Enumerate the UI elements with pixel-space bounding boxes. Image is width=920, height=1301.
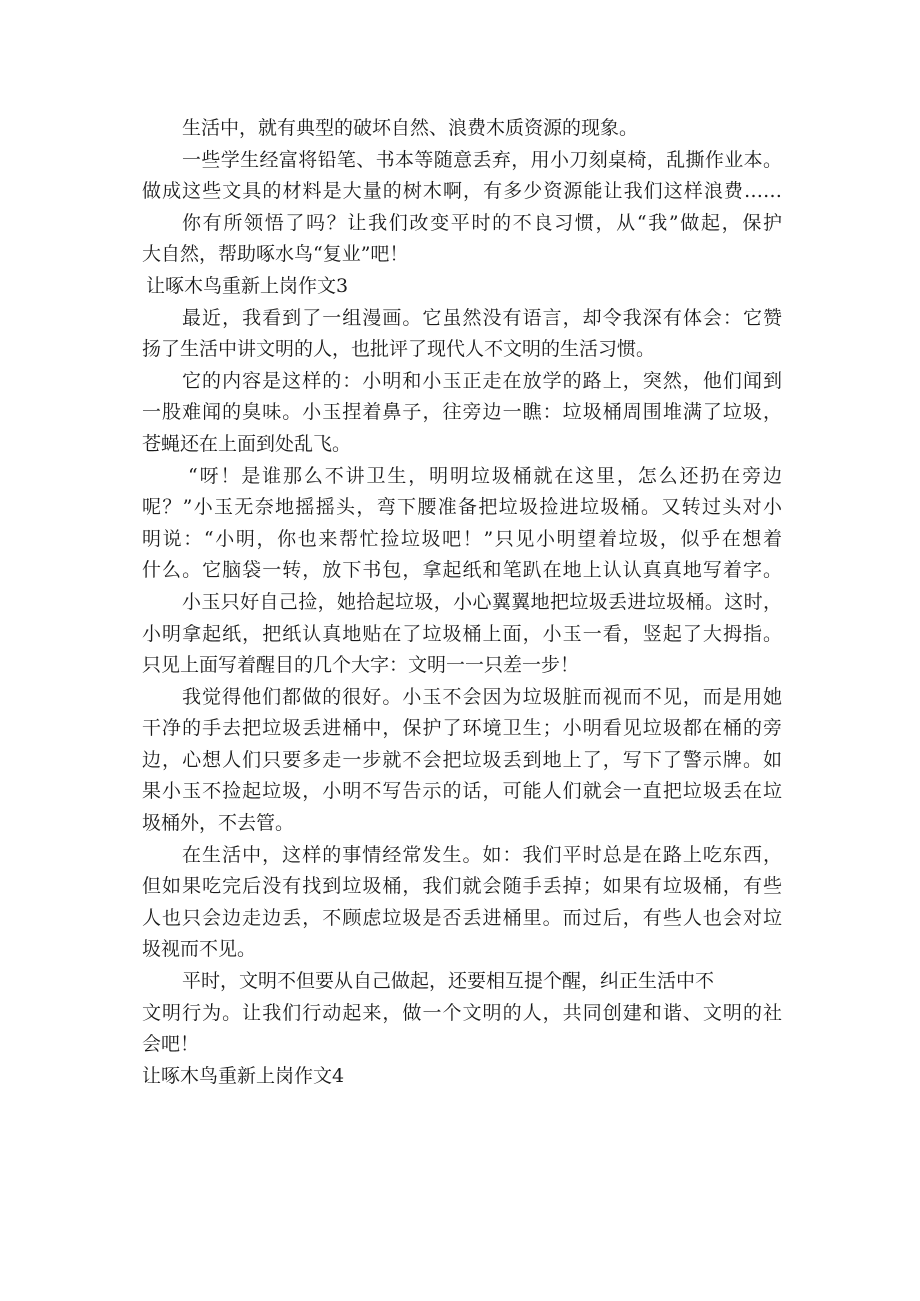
text-line: 只见上面写着醒目的几个大字：文明一一只差一步！ — [142, 654, 580, 677]
text-line: 平时，文明不但要从自己做起，还要相互提个醒，纠正生活中不 — [182, 970, 715, 993]
text-line: 苍蝇还在上面到处乱飞。 — [142, 432, 352, 455]
text-line: “呀！是谁那么不讲卫生，明明垃圾桶就在这里，怎么还扔在旁边 — [188, 464, 782, 487]
text-line: 你有所领悟了吗？让我们改变平时的不良习惯，从“我”做起，保护 — [182, 211, 782, 234]
text-line: 我觉得他们都做的很好。小玉不会因为垃圾脏而视而不见，而是用她 — [182, 685, 782, 708]
text-line: 明说：“小明，你也来帮忙捡垃圾吧！”只见小明望着垃圾，似乎在想着 — [142, 527, 782, 550]
text-line: 圾视而不见。 — [142, 938, 257, 961]
document-page — [142, 113, 782, 1092]
section-heading: 让啄木鸟重新上岗作文3 — [146, 274, 349, 297]
text-line: 什么。它脑袋一转，放下书包，拿起纸和笔趴在地上认认真真地写着字。 — [142, 559, 782, 582]
text-line: 一些学生经富将铅笔、书本等随意丢弃，用小刀刻桌椅，乱撕作业本。 — [182, 148, 782, 171]
text-line: 果小玉不捡起垃圾，小明不写告示的话，可能人们就会一直把垃圾丢在垃 — [142, 780, 782, 803]
section-heading: 让啄木鸟重新上岗作文4 — [142, 1064, 345, 1087]
text-line: 做成这些文具的材料是大量的树木啊，有多少资源能让我们这样浪费…… — [142, 180, 782, 203]
text-line: 小玉只好自己捡，她拾起垃圾，小心翼翼地把垃圾丢进垃圾桶。这时， — [182, 590, 782, 613]
text-line: 扬了生活中讲文明的人，也批评了现代人不文明的生活习惯。 — [142, 338, 656, 361]
text-line: 圾桶外，不去管。 — [142, 812, 295, 835]
text-line: 一股难闻的臭味。小玉捏着鼻子，往旁边一瞧：垃圾桶周围堆满了垃圾， — [142, 401, 782, 424]
text-line: 会吧！ — [142, 1033, 200, 1056]
text-line: 最近，我看到了一组漫画。它虽然没有语言，却令我深有体会：它赞 — [182, 306, 782, 329]
text-line: 文明行为。让我们行动起来，做一个文明的人，共同创建和谐、文明的社 — [142, 1001, 782, 1024]
text-line: 但如果吃完后没有找到垃圾桶，我们就会随手丢掉；如果有垃圾桶，有些 — [142, 875, 782, 898]
text-line: 呢？”小玉无奈地摇摇头，弯下腰准备把垃圾捡进垃圾桶。又转过头对小 — [142, 496, 782, 519]
text-line: 大自然，帮助啄水鸟“复业”吧！ — [142, 243, 409, 266]
text-line: 人也只会边走边丢，不顾虑垃圾是否丢进桶里。而过后，有些人也会对垃 — [142, 906, 782, 929]
text-line: 干净的手去把垃圾丢进桶中，保护了环境卫生；小明看见垃圾都在桶的旁 — [142, 717, 782, 740]
text-line: 小明拿起纸，把纸认真地贴在了垃圾桶上面，小玉一看，竖起了大拇指。 — [142, 622, 782, 645]
text-line: 生活中，就有典型的破坏自然、浪费木质资源的现象。 — [182, 117, 639, 139]
text-line: 在生活中，这样的事情经常发生。如：我们平时总是在路上吃东西， — [182, 843, 782, 866]
text-line: 边，心想人们只要多走一步就不会把垃圾丢到地上了，写下了警示牌。如 — [142, 748, 782, 771]
text-line: 它的内容是这样的：小明和小玉正走在放学的路上，突然，他们闻到 — [182, 369, 782, 392]
